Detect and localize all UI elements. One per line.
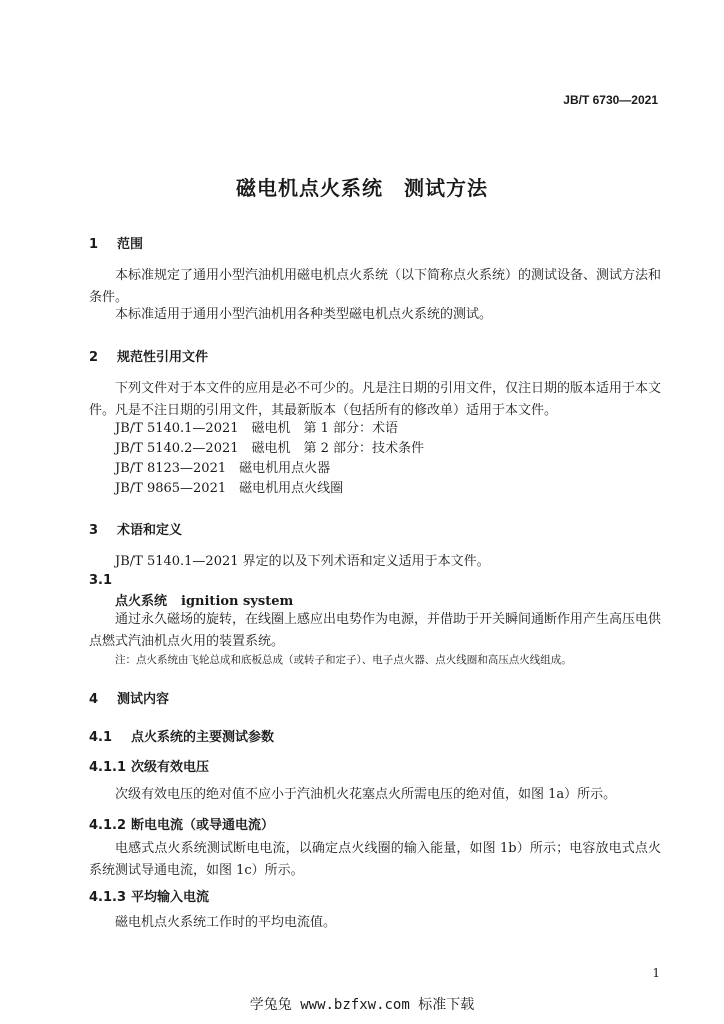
section-number: 2 bbox=[89, 350, 99, 365]
standard-number: JB/T 6730—2021 bbox=[563, 93, 658, 107]
reference-item: JB/T 9865—2021 磁电机用点火线圈 bbox=[115, 481, 344, 496]
term-english: ignition system bbox=[181, 594, 294, 609]
subsection-4-1-1-heading bbox=[89, 756, 209, 775]
subsection-title: 断电电流（或导通电流） bbox=[131, 818, 275, 833]
section-3-heading bbox=[89, 519, 182, 538]
paragraph: 下列文件对于本文件的应用是必不可少的。凡是注日期的引用文件，仅注日期的版本适用于本文件。凡是不注日期的引用文件，其最新版本（包括所有的修改单）适用于本文件。 bbox=[89, 381, 662, 418]
note: 注：点火系统由飞轮总成和底板总成（或转子和定子）、电子点火器、点火线圈和高压点火线组成。 bbox=[115, 654, 572, 666]
reference-item: JB/T 5140.2—2021 磁电机 第 2 部分：技术条件 bbox=[115, 441, 425, 456]
section-title: 规范性引用文件 bbox=[117, 350, 209, 365]
term-number: 3.1 bbox=[89, 573, 113, 588]
subsection-number: 4.1.3 bbox=[89, 890, 127, 905]
section-number: 4 bbox=[89, 692, 99, 707]
term-chinese: 点火系统 bbox=[115, 594, 168, 609]
document-title: 磁电机点火系统 测试方法 bbox=[236, 176, 488, 200]
paragraph: 电感式点火系统测试断电电流，以确定点火线圈的输入能量，如图 1b）所示；电容放电式点火系统测试导通电流，如图 1c）所示。 bbox=[89, 841, 661, 878]
subsection-number: 4.1 bbox=[89, 730, 113, 745]
subsection-title: 平均输入电流 bbox=[131, 890, 210, 905]
section-title: 范围 bbox=[117, 237, 144, 252]
subsection-4-1-3-heading bbox=[89, 886, 209, 905]
paragraph: JB/T 5140.1—2021 界定的以及下列术语和定义适用于本文件。 bbox=[115, 554, 490, 569]
section-2-heading bbox=[89, 346, 208, 365]
section-number: 1 bbox=[89, 237, 99, 252]
paragraph: 磁电机点火系统工作时的平均电流值。 bbox=[115, 915, 337, 930]
subsection-number: 4.1.2 bbox=[89, 818, 127, 833]
section-4-heading bbox=[89, 688, 169, 707]
section-1-heading bbox=[89, 233, 143, 252]
subsection-4-1-2-heading bbox=[89, 814, 274, 833]
subsection-number: 4.1.1 bbox=[89, 760, 127, 775]
subsection-title: 次级有效电压 bbox=[131, 760, 210, 775]
footer-watermark: 学兔兔 www.bzfxw.com 标准下载 bbox=[249, 997, 475, 1013]
section-title: 术语和定义 bbox=[117, 523, 183, 538]
section-title: 测试内容 bbox=[117, 692, 170, 707]
term-definition: 通过永久磁场的旋转，在线圈上感应出电势作为电源，并借助于开关瞬间通断作用产生高压电供点燃式汽油机点火用的装置系统。 bbox=[89, 612, 662, 649]
paragraph: 本标准规定了通用小型汽油机用磁电机点火系统（以下简称点火系统）的测试设备、测试方法和条件。 bbox=[89, 268, 662, 305]
paragraph: 次级有效电压的绝对值不应小于汽油机火花塞点火所需电压的绝对值，如图 1a）所示。 bbox=[115, 787, 617, 802]
subsection-4-1-heading bbox=[89, 726, 274, 745]
section-number: 3 bbox=[89, 523, 99, 538]
reference-item: JB/T 8123—2021 磁电机用点火器 bbox=[115, 461, 331, 476]
paragraph: 本标准适用于通用小型汽油机用各种类型磁电机点火系统的测试。 bbox=[115, 307, 493, 322]
reference-item: JB/T 5140.1—2021 磁电机 第 1 部分：术语 bbox=[115, 421, 399, 436]
subsection-title: 点火系统的主要测试参数 bbox=[131, 730, 275, 745]
page-number: 1 bbox=[652, 966, 660, 980]
